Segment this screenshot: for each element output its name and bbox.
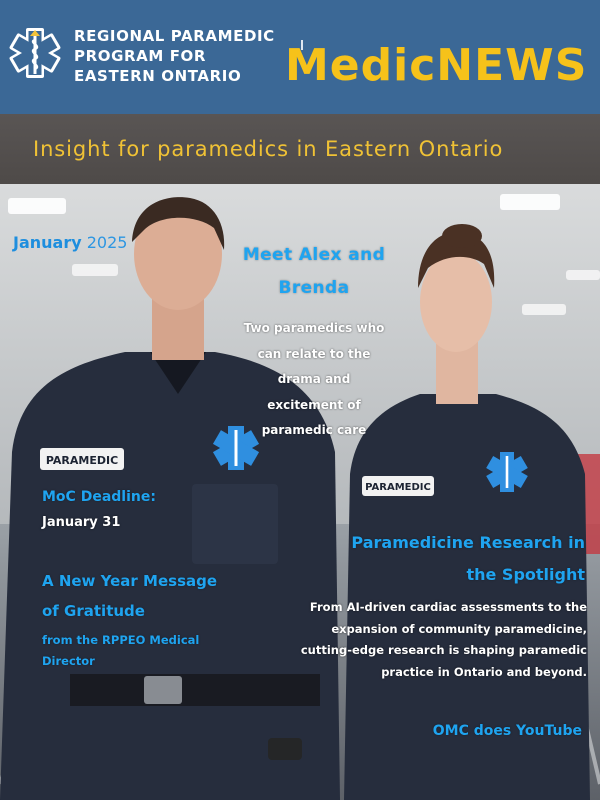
new-year-subtitle-line: Director [42, 654, 95, 668]
research-subtitle [290, 597, 587, 683]
new-year-title-line: A New Year Message [42, 572, 218, 590]
research-title-line: Paramedicine Research in [351, 533, 585, 552]
issue-date [13, 233, 127, 253]
header-bar [0, 0, 600, 114]
feature-headline[interactable] [224, 239, 404, 305]
right-badge-text: PARAMEDIC [365, 482, 431, 493]
org-line: PROGRAM FOR [74, 47, 207, 65]
feature-subtitle [224, 316, 404, 444]
new-year-headline[interactable] [42, 566, 217, 626]
feature-subtitle-line: paramedic care [261, 423, 367, 437]
research-subtitle-line: cutting-edge research is shaping paramedic [300, 643, 587, 657]
new-year-title-line: of Gratitude [42, 602, 145, 620]
research-headline[interactable] [320, 527, 585, 591]
issue-year: 2025 [86, 233, 128, 252]
new-year-subtitle-line: from the RPPEO Medical [42, 633, 200, 647]
feature-subtitle-line: excitement of [267, 397, 361, 412]
issue-month: January [13, 233, 82, 252]
masthead-title: MedicNEWS [285, 40, 588, 91]
research-subtitle-line: practice in Ontario and beyond. [381, 664, 587, 679]
left-badge-text: PARAMEDIC [45, 454, 119, 467]
org-line: REGIONAL PARAMEDIC [74, 27, 275, 45]
star-of-life-icon [2, 20, 68, 86]
research-subtitle-line: expansion of community paramedicine, [331, 621, 587, 636]
moc-deadline-title[interactable]: MoC Deadline: [42, 489, 156, 505]
org-line: EASTERN ONTARIO [74, 67, 242, 85]
organization-name [74, 26, 275, 86]
youtube-link[interactable]: OMC does YouTube [432, 723, 582, 739]
feature-subtitle-line: Two paramedics who [243, 321, 385, 335]
feature-subtitle-line: can relate to the [257, 346, 371, 361]
research-subtitle-line: From AI-driven cardiac assessments to the [309, 600, 587, 614]
feature-title-line: Meet Alex and [242, 245, 386, 265]
feature-subtitle-line: drama and [277, 372, 351, 386]
new-year-subtitle [42, 630, 199, 672]
moc-deadline-date: January 31 [42, 515, 121, 530]
research-title-line: the Spotlight [466, 565, 585, 584]
tagline: Insight for paramedics in Eastern Ontario [33, 137, 504, 161]
feature-title-line: Brenda [278, 278, 350, 298]
